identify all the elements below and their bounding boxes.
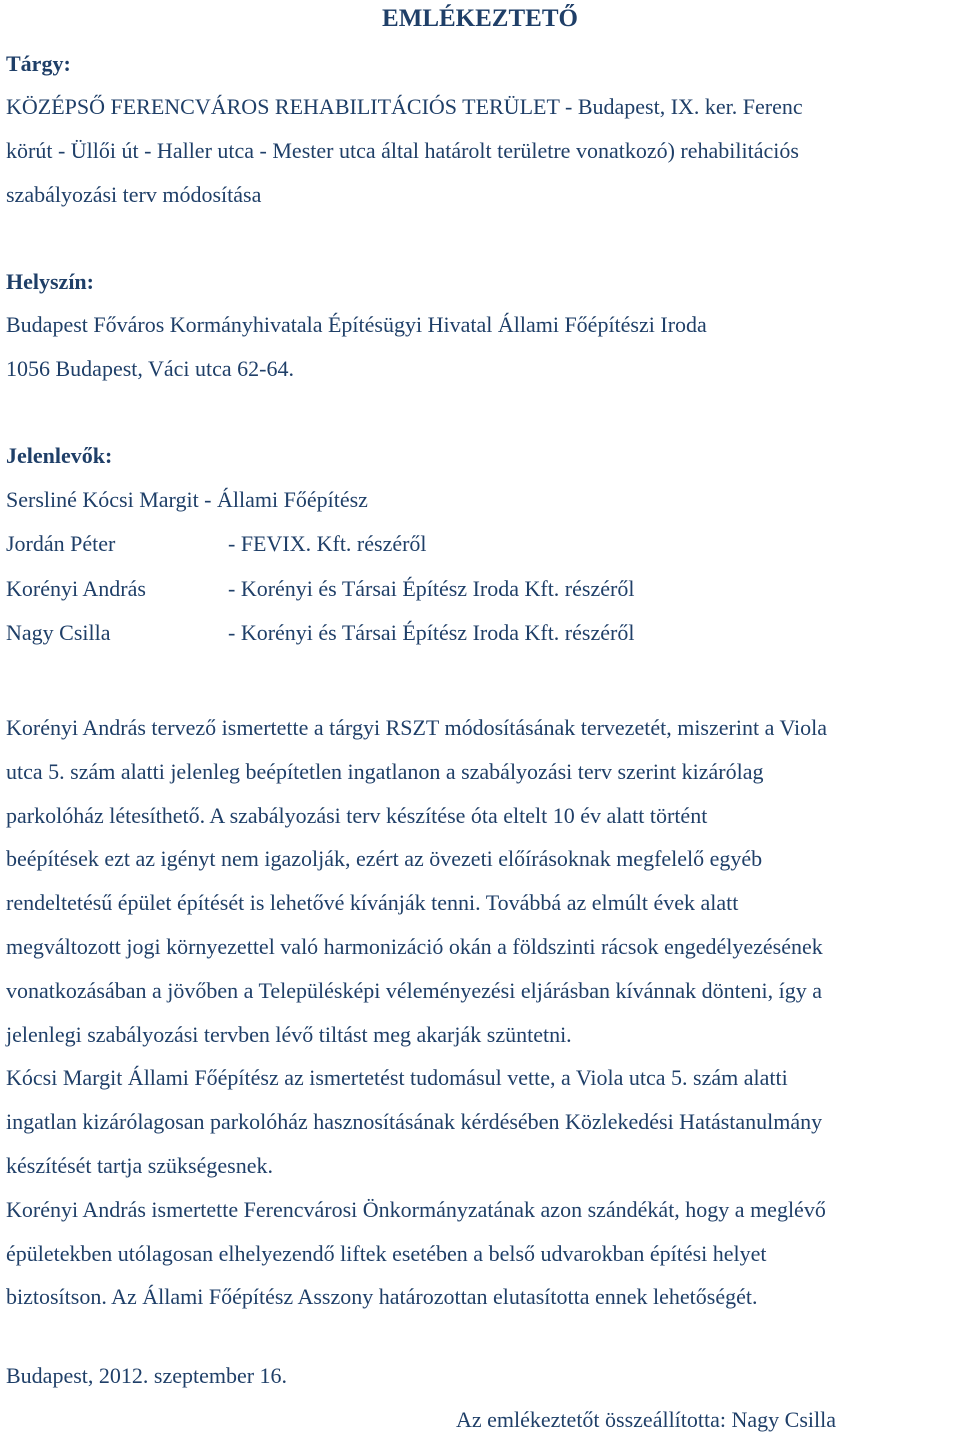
body-line: utca 5. szám alatti jelenleg beépítetlen ingatlanon a szabályozási terv szerint kizárólag — [6, 758, 764, 784]
subject-heading: Tárgy: — [6, 51, 71, 76]
memo-body — [6, 706, 956, 1319]
body-line: rendeltetésű épület építését is lehetővé kívánják tenni. Továbbá az elmúlt évek alatt — [6, 890, 739, 916]
location-line-1: Budapest Főváros Kormányhivatala Építésügyi Hivatal Állami Főépítészi Iroda — [6, 312, 707, 337]
body-line: Korényi András ismertette Ferencvárosi Önkormányzatának azon szándékát, hogy a meglévő — [6, 1196, 826, 1222]
body-line: vonatkozásában a jövőben a Településképi véleményezési eljárásban kívánnak dönteni, így a — [6, 977, 823, 1003]
memo-signature: Az emlékeztetőt összeállította: Nagy Csilla — [456, 1407, 836, 1432]
body-line: beépítések ezt az igényt nem igazolják, ezért az övezeti előírásoknak megfelelő egyéb — [6, 846, 763, 872]
body-line: készítését tartja szükségesnek. — [6, 1152, 273, 1178]
location-heading: Helyszín: — [6, 269, 94, 294]
location-line-2: 1056 Budapest, Váci utca 62-64. — [6, 356, 294, 381]
memo-date: Budapest, 2012. szeptember 16. — [6, 1363, 288, 1388]
body-line: épületekben utólagosan elhelyezendő liftek esetében a belső udvarokban építési helyet — [6, 1240, 767, 1266]
attendee-role: - Korényi és Társai Építész Iroda Kft. részéről — [228, 576, 635, 601]
attendee-chief: Sersliné Kócsi Margit - Állami Főépítész — [6, 487, 368, 512]
body-line: biztosítson. Az Állami Főépítész Asszony határozottan elutasította ennek lehetőségét. — [6, 1284, 758, 1310]
body-line: megváltozott jogi környezettel való harmonizáció okán a földszinti rácsok engedélyezésének — [6, 933, 823, 959]
body-line: Kócsi Margit Állami Főépítész az ismertetést tudomásul vette, a Viola utca 5. szám alatti — [6, 1065, 788, 1091]
attendee-name: Jordán Péter — [6, 531, 116, 556]
subject-line-1: KÖZÉPSŐ FERENCVÁROS REHABILITÁCIÓS TERÜLET - Budapest, IX. ker. Ferenc — [6, 94, 803, 119]
subject-line-3: szabályozási terv módosítása — [6, 182, 262, 207]
document-title: EMLÉKEZTETŐ — [382, 5, 578, 32]
attendee-role: - Korényi és Társai Építész Iroda Kft. részéről — [228, 620, 635, 645]
body-line: Korényi András tervező ismertette a tárgyi RSZT módosításának tervezetét, miszerint a Viola — [6, 715, 827, 740]
subject-line-2: körút - Üllői út - Haller utca - Mester utca által határolt területre vonatkozó) rehabilitációs — [6, 138, 799, 163]
body-line: parkolóház létesíthető. A szabályozási terv készítése óta eltelt 10 év alatt történt — [6, 802, 708, 828]
attendees-heading: Jelenlevők: — [6, 443, 113, 468]
body-line: jelenlegi szabályozási tervben lévő tiltást meg akarják szüntetni. — [6, 1021, 572, 1047]
body-line: ingatlan kizárólagosan parkolóház hasznosításának kérdésében Közlekedési Hatástanulmány — [6, 1109, 823, 1135]
attendee-name: Korényi András — [6, 576, 146, 601]
attendee-role: - FEVIX. Kft. részéről — [228, 531, 427, 556]
attendee-name: Nagy Csilla — [6, 620, 111, 645]
